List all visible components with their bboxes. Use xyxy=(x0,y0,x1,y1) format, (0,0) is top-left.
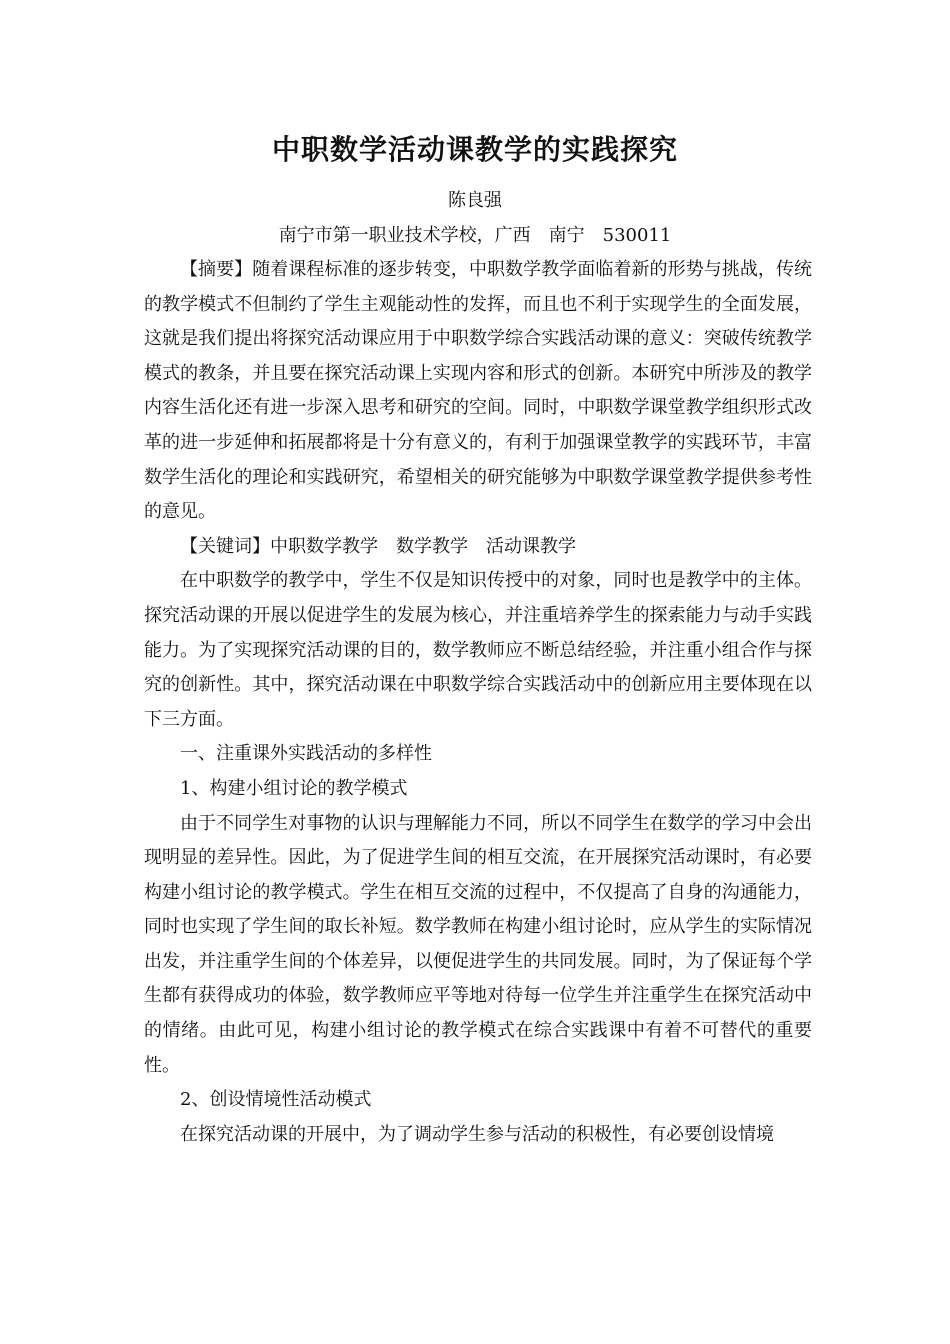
body-paragraph-2: 在探究活动课的开展中，为了调动学生参与活动的积极性，有必要创设情境 xyxy=(180,1123,774,1145)
section-heading-1: 一、注重课外实践活动的多样性 xyxy=(180,743,432,765)
paper-body xyxy=(144,253,812,1152)
subsection-heading-1: 1、构建小组讨论的教学模式 xyxy=(180,777,408,799)
intro-paragraph: 在中职数学的教学中，学生不仅是知识传授中的对象，同时也是教学中的主体。探究活动课的开展以促进学生的发展为核心，并注重培养学生的探索能力与动手实践能力。为了实现探究活动课的目的，数学教师应不断总结经验，并注重小组合作与探究的创新性。其中，探究活动课在中职数学综合实践活动中的创新应用主要体现在以下三方面。 xyxy=(144,570,812,730)
author-affiliation: 南宁市第一职业技术学校，广西 南宁 530011 xyxy=(278,225,672,246)
body-paragraph-1: 由于不同学生对事物的认识与理解能力不同，所以不同学生在数学的学习中会出现明显的差异性。因此，为了促进学生间的相互交流，在开展探究活动课时，有必要构建小组讨论的教学模式。学生在相互交流的过程中，不仅提高了自身的沟通能力，同时也实现了学生间的取长补短。数学教师在构建小组讨论时，应从学生的实际情况出发，并注重学生间的个体差异，以便促进学生的共同发展。同时，为了保证每个学生都有获得成功的体验，数学教师应平等地对待每一位学生并注重学生在探究活动中的情绪。由此可见，构建小组讨论的教学模式在综合实践课中有着不可替代的重要性。 xyxy=(144,812,812,1076)
author-name: 陈良强 xyxy=(448,190,502,211)
keywords-line: 【关键词】中职数学教学 数学教学 活动课教学 xyxy=(180,535,576,557)
abstract-paragraph: 【摘要】随着课程标准的逐步转变，中职数学教学面临着新的形势与挑战，传统的教学模式不但制约了学生主观能动性的发挥，而且也不利于实现学生的全面发展，这就是我们提出将探究活动课应用于中职数学综合实践活动课的意义：突破传统教学模式的教条，并且要在探究活动课上实现内容和形式的创新。本研究中所涉及的教学内容生活化还有进一步深入思考和研究的空间。同时，中职数学课堂教学组织形式改革的进一步延伸和拓展都将是十分有意义的，有利于加强课堂教学的实践环节，丰富数学生活化的理论和实践研究，希望相关的研究能够为中职数学课堂教学提供参考性的意见。 xyxy=(144,259,812,523)
paper-title: 中职数学活动课教学的实践探究 xyxy=(271,133,678,166)
subsection-heading-2: 2、创设情境性活动模式 xyxy=(180,1089,372,1111)
